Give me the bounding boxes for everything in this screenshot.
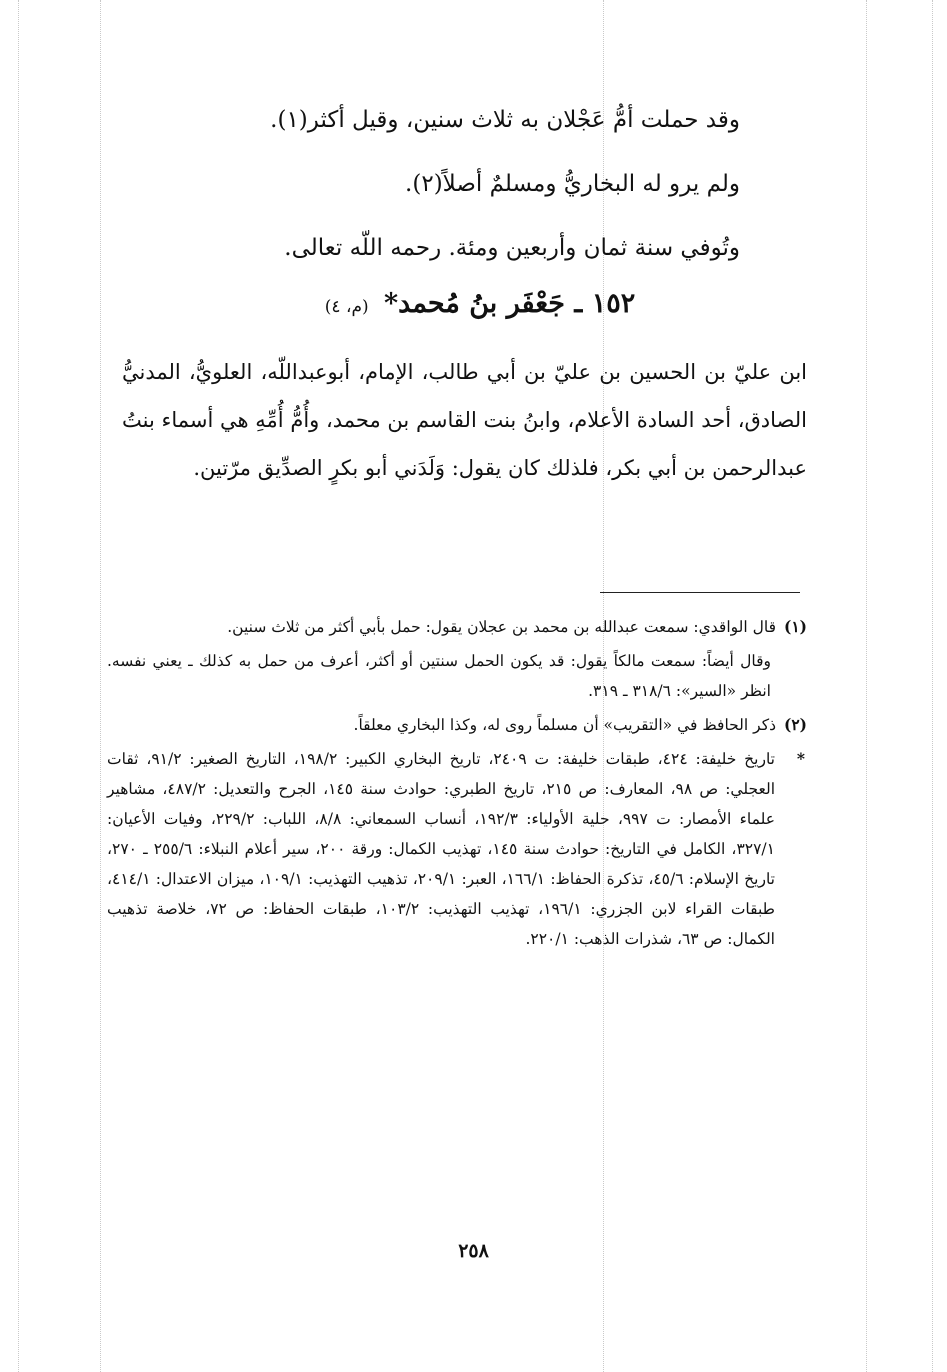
footnote-text: ذكر الحافظ في «التقريب» أن مسلماً روى له، وكذا البخاري معلقاً. [353, 716, 776, 734]
scan-guide-line [866, 0, 867, 1372]
footnote-2 [107, 710, 807, 740]
page-number: ٢٥٨ [458, 1240, 489, 1262]
entry-heading [200, 288, 760, 319]
entry-number: ١٥٢ ـ [574, 288, 636, 319]
intro-line: ولم يرو له البخاريُّ ومسلمٌ أصلاً(٢). [405, 171, 740, 197]
footnote-number: (٢) [783, 715, 807, 734]
sources-footnote [107, 744, 807, 954]
body-paragraph: ابن عليّ بن الحسين بن عليّ بن أبي طالب، الإمام، أبوعبداللّه، العلويُّ، المدنيُّ الصادق، أحد السادة الأعلام، وابنُ بنت القاسم بن محمد، وأُمُّ أُمِّهِ هي أسماء بنتُ عبدالرحمن بن أبي بكر، فلذلك كان يقول: وَلَدَني أبو بكرٍ الصدِّيق مرّتين. [122, 360, 807, 480]
intro-line: وقد حملت أمُّ عَجْلان به ثلاث سنين، وقيل أكثر(١). [270, 107, 740, 133]
entry-marks: (م، ٤) [324, 297, 369, 317]
footnote-1 [107, 612, 807, 642]
footnotes [107, 612, 807, 958]
entry-body [122, 348, 807, 492]
scan-guide-line [18, 0, 19, 1372]
entry-name: جَعْفَر بنُ مُحمد* [384, 288, 565, 319]
intro-line: وتُوفي سنة ثمان وأربعين ومئة. رحمه اللّه تعالى. [284, 235, 740, 261]
intro-paragraphs [180, 88, 740, 280]
footnote-text: قال الواقدي: سمعت عبدالله بن محمد بن عجلان يقول: حمل بأبي أكثر من ثلاث سنين. [227, 618, 776, 636]
footnote-separator [600, 592, 800, 593]
scan-guide-line [100, 0, 101, 1372]
footnote-1-continuation: وقال أيضاً: سمعت مالكاً يقول: قد يكون الحمل سنتين أو أكثر، أعرف من حمل به كذلك ـ يعني نفسه. انظر «السير»: ٣١٨/٦ ـ ٣١٩. [107, 652, 771, 700]
footnote-number: (١) [783, 617, 807, 636]
scan-guide-line [932, 0, 933, 1372]
sources-text: تاريخ خليفة: ٤٢٤، طبقات خليفة: ت ٢٤٠٩، تاريخ البخاري الكبير: ١٩٨/٢، التاريخ الصغير: ٩١/٢، ثقات العجلي: ص ٩٨، المعارف: ص ٢١٥، تاريخ الطبري: حوادث سنة ١٤٥، الجرح والتعديل: ٤٨٧/٢، مشاهير علماء الأمصار: ت ٩٩٧، حلية الأولياء: ١٩٢/٣، أنساب السمعاني: ٨/٨، اللباب: ٢٢٩/٢، وفيات الأعيان: ٣٢٧/١، الكامل في التاريخ: حوادث سنة ١٤٥، تهذيب الكمال: ورقة ٢٠٠، سير أعلام النبلاء: ٢٥٥/٦ ـ ٢٧٠، تاريخ الإسلام: ٤٥/٦، تذكرة الحفاظ: ١٦٦/١، العبر: ٢٠٩/١، تذهيب التهذيب: ١٠٩/١، ميزان الاعتدال: ٤١٤/١، طبقات القراء لابن الجزري: ١٩٦/١، تهذيب التهذيب: ١٠٣/٢، طبقات الحفاظ: ص ٧٢، خلاصة تذهيب الكمال: ص ٦٣، شذرات الذهب: ٢٢٠/١. [107, 750, 775, 948]
asterisk-marker: * [796, 749, 805, 768]
